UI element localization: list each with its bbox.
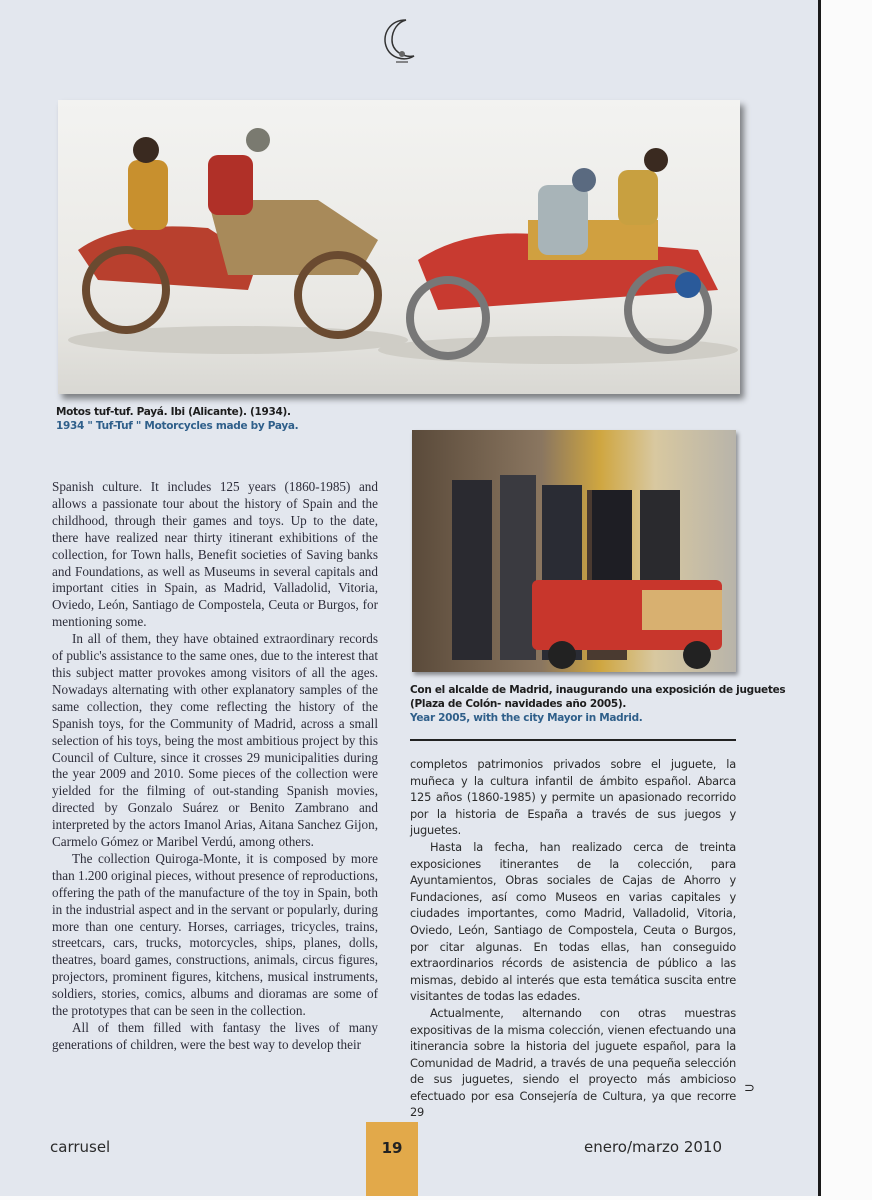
paragraph: The collection Quiroga-Monte, it is composed by more than 1.200 original pieces, without presence of reproductions, offering the path of the manufacture of the toy in Spain, both in the industrial aspect and in the servant or popularly, during more than one century. Horses, carriages, tricycles, trains, streetcars, cars, trucks, motorcycles, ships, planes, dolls, theatres, board games, constructions, animals, circus figures, projectors, prominent figures, kitchens, musical instruments, soldiers, stories, comics, albums and dioramas are some of the prototypes that can be seen in the collection. xyxy=(52,850,378,1019)
paragraph: Actualmente, alternando con otras muestras expositivas de la misma colección, vienen efectuando una itinerancia sobre la historia del juguete español, para la Comunidad de Madrid, a través de una pequeña selección de sus juguetes, siendo el proyecto más ambicioso efectuado por esa Consejería de Cultura, ya que recorre 29 xyxy=(410,1005,736,1120)
issue-date: enero/marzo 2010 xyxy=(584,1138,722,1156)
top-photo-caption xyxy=(56,405,298,433)
right-photo-caption xyxy=(410,683,785,725)
paragraph: completos patrimonios privados sobre el juguete, la muñeca y la cultura infantil de ámbito español. Abarca 125 años (1860-1985) y permite un apasionado recorrido por la historia de España a través de sus juegos y juguetes. xyxy=(410,757,736,838)
paragraph: Spanish culture. It includes 125 years (1860-1985) and allows a passionate tour about the history of Spain and the childhood, through their games and toys. Up to the date, there have realized near thirty itinerant exhibitions of the collection, for Town halls, Benefit societies of Saving banks and Foundations, as well as Museums in several capitals and important cities in Spain, as Madrid, Valladolid, Vitoria, Oviedo, León, Santiago de Compostela, Ceuta or Burgos, for mentioning some. xyxy=(52,479,378,630)
caption-spanish-line-1: Con el alcalde de Madrid, inaugurando una exposición de juguetes xyxy=(410,684,786,696)
english-article-column xyxy=(52,479,378,1054)
moon-carousel-logo xyxy=(376,14,420,70)
spanish-article-column xyxy=(410,756,736,1121)
magazine-name: carrusel xyxy=(50,1138,111,1156)
tin-toy-motorcycles-photo xyxy=(58,100,740,394)
caption-english: 1934 " Tuf-Tuf " Motorcycles made by Paya. xyxy=(56,420,299,432)
paragraph: Hasta la fecha, han realizado cerca de treinta exposiciones itinerantes de la colección, para Ayuntamientos, Obras sociales de Cajas de Ahorro y Fundaciones, así como Museos en varias capitales y ciudades importantes, como Madrid, Valladolid, Vitoria, Oviedo, León, Santiago de Compostela, Ceuta o Burgos, por citar algunas. En todas ellas, han conseguido extraordinarios récords de asistencia de público a las mismas, debido al interés que esta temática suscita entre visitantes de todas las edades. xyxy=(410,839,736,1004)
caption-divider xyxy=(410,739,736,741)
continued-arrow-icon: ⊃ xyxy=(744,1080,755,1095)
caption-spanish: Motos tuf-tuf. Payá. Ibi (Alicante). (1934). xyxy=(56,406,291,418)
exhibition-opening-photo xyxy=(412,430,736,672)
paragraph: All of them filled with fantasy the lives of many generations of children, were the best way to develop their xyxy=(52,1020,378,1052)
caption-spanish-line-2: (Plaza de Colón- navidades año 2005). xyxy=(410,698,627,710)
show-through-watermark xyxy=(110,40,127,107)
caption-english: Year 2005, with the city Mayor in Madrid. xyxy=(410,712,643,724)
paragraph: In all of them, they have obtained extraordinary records of public's assistance to the same ones, due to the interest that this subject matter provokes among visitors of all the ages. Nowadays alternating with other explanatory samples of the same collection, they come reflecting the history of the Spanish toys, for the Community of Madrid, across a small selection of his toys, being the most ambitious project by this Council of Culture, since it crosses 29 municipalities during the year 2009 and 2010. Some pieces of the collection were yielded for the filming of out-standing Spanish movies, directed by Gonzalo Suárez or Benito Zambrano and interpreted by the actors Imanol Arias, Aitana Sanchez Gijon, Carmelo Gómez or Maribel Verdú, among others. xyxy=(52,631,378,850)
page-number: 19 xyxy=(366,1122,418,1196)
